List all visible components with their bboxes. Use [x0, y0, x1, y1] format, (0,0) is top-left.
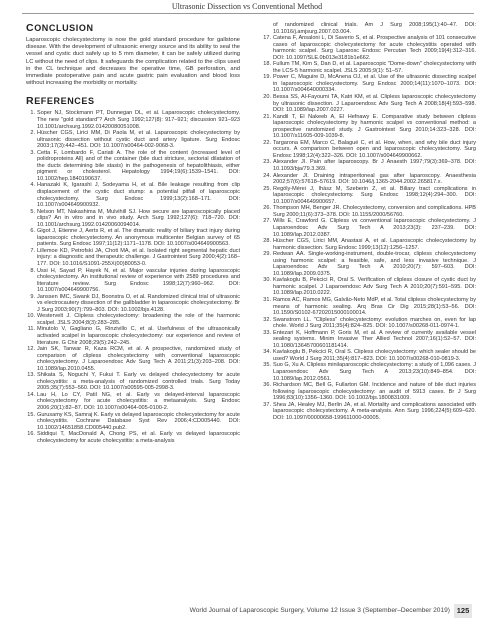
reference-item — [262, 277, 476, 297]
reference-item — [262, 238, 476, 251]
conclusion-heading-initial: C — [26, 22, 35, 34]
reference-item — [262, 349, 476, 362]
reference-number: 1. — [30, 110, 35, 117]
reference-text: Thompson MH, Benger JR. Cholecystectomy, conversion and complications. HPB Surg 2000;11(6):373–378. DOI: 10.1155/2000/56760. — [273, 205, 476, 218]
reference-item — [262, 94, 476, 114]
reference-text: Richardson MC, Bell G, Fullarton GM. Incidence and nature of bile duct injuries following laparoscopic cholecystectomy: an audit of 5913 cases. Br J Surg 1996;83(10):1356–1360. DOI: 10.1002/bjs.1800831009. — [273, 382, 476, 402]
reference-item — [26, 372, 240, 392]
reference-number: 4. — [30, 182, 35, 189]
reference-item — [262, 205, 476, 218]
reference-text: Redwan AA. Single-working-instrument, double-trocar, clipless cholecystectomy using harmonic scalpel: a feasible, safe, and less invasive technique. J Laparoendosc Adv Surg Tech A 2010;20(7): 597–603. DOI: 10.1089/lap.2009.0375. — [273, 251, 476, 277]
reference-number: 30. — [263, 277, 271, 284]
reference-number: 6. — [30, 228, 35, 235]
reference-number: 33. — [263, 329, 271, 336]
reference-text: Minutolo V, Gagliano G, Rinzivillo C, et al. Usefulness of the ultrasonically activated scalpel in laparoscopic cholecystectomy: our experience and review of literature. G Chir 2008;29(5):242–245. — [37, 326, 240, 346]
reference-item — [262, 74, 476, 94]
reference-text: Ussi H, Sayad P, Hayek N, et al. Major vascular injuries during laparoscopic cholecystectomy. An institutional review of experience with 2589 procedures and literature review. Surg Endosc 1998;12(7):960–962. DOI: 10.1007/s004649900756. — [37, 267, 240, 294]
reference-text: Alexander JI. Draining intraperitoneal gas after laparoscopy. Anaesthesia 2002;57(6):57618–57619. DOI: 10.1046/j.1365-2044.2002.265817.x. — [273, 172, 476, 186]
reference-number: 24. — [263, 172, 271, 179]
reference-item — [26, 150, 240, 183]
reference-number: 9. — [30, 293, 35, 300]
reference-item — [262, 382, 476, 402]
reference-text: Bessa SS, Al-Fayoumi TA, Katri KM, et al. Clipless laparoscopic cholecystectomy by ultrasonic dissection. J Laparoendosc Adv Surg Tech A 2008;18(4):593–598. DOI: 10.1089/lap.2007.0227. — [273, 94, 476, 114]
reference-number: 13. — [27, 372, 35, 379]
reference-item — [26, 209, 240, 229]
references-heading-initial: R — [26, 95, 35, 108]
reference-number: 15. — [27, 411, 35, 418]
reference-item — [262, 402, 476, 422]
reference-item — [26, 130, 240, 150]
reference-number: 7. — [30, 247, 35, 254]
reference-item — [26, 431, 240, 444]
conclusion-heading — [26, 22, 240, 34]
reference-number: 18. — [263, 61, 271, 68]
reference-text: Entezari K, Hoffmann P, Goris M, et al. A review of currently available vessel sealing systems. Minim Invasive Ther Allied Technol 2007;16(1):52–57. DOI: 10.1080/13645700601181414. — [273, 329, 476, 349]
conclusion-text: Laparoscopic cholecystectomy is now the gold standard procedure for gallstone disease. With the development of ultrasonic energy source and its ability to seal the vessel and cystic duct safely up to 5 mm diameter, it can be safely utilized during LC without the need of clips. It safeguards the complication related to the clips used in the CL technique and decreases the operative time, GB perforation, and immediate postoperative pain and acute gastric pain evaluation and blood loss without increasing the morbidity or mortality. — [26, 37, 240, 87]
reference-number: 20. — [263, 94, 271, 101]
reference-number: 11. — [27, 326, 35, 333]
reference-number: 2. — [30, 130, 35, 137]
reference-text: Soper NJ, Stockmann PT, Dunnegan DL, et al. Laparoscopic cholecystectomy. The new "gold standard"? Arch Surg 1992;127(8): 917–921; discussion 921–923 10.1001/archsurg.1992.01420080051008. — [37, 110, 240, 130]
reference-text: Gurusamy KS, Samraj K. Early vs delayed laparoscopic cholecystectomy for acute cholecystitis. Cochrane Database Syst Rev 2006;4:CD005440. DOI: 10.1002/14651858.CD005440.pub2. — [37, 411, 240, 431]
reference-item — [262, 218, 476, 238]
reference-number: 17. — [263, 35, 271, 42]
page-number: 125 — [454, 604, 472, 618]
reference-item — [26, 268, 240, 294]
header-divider — [22, 13, 474, 14]
reference-text: Cetta F, Lombardo F, Cariati A. The role of the content (increased level of polidroproteins All) and of the container (bile duct stricture, sectorial dilatation of the ducts determining bile stasis) in the pathogenesis of hepatolithiasis, either pigment or cholesterol. Hepatology 1994;19(6):1539–1541. DOI: 10.1002/hep.1840190637. — [37, 149, 240, 182]
reference-text: Hüscher CGS, Lirici MM, Anastasi A, et al. Laparoscopic cholecystectomy by harmonic dissection. Surg Endosc 1999;13(12):1256–1257. — [273, 238, 476, 251]
reference-number: 3. — [30, 149, 35, 156]
reference-text: Lau H, Lo CY, Patil NG, et al. Early vs delayed-interval laparoscopic cholecystectomy for acute cholecystitis: a metaanalysis. Surg Endosc 2006;20(1):82–87. DOI: 10.1007/s00464-005-0100-2. — [37, 391, 240, 412]
reference-text: Power C, Maguire D, McAnena OJ, et al. Use of the ultrasonic dissecting scalpel in laparoscopic cholecystectomy. Surg Endosc 2000;14(11):1070–1073. DOI: 10.1007/s004640000334. — [273, 74, 476, 94]
reference-item — [26, 110, 240, 130]
reference-item — [26, 248, 240, 268]
reference-text: Hüscher CGS, Lirici MM, Di Paola M, et al. Laparoscopic cholecystectomy by ultrasonic dissection without cystic duct and artery ligature. Surg Endosc 2003;17(3):442–451. DOI: 10.1007/s00464-002-9068-3. — [37, 130, 240, 150]
reference-item — [262, 61, 476, 74]
reference-number: 12. — [27, 346, 35, 353]
reference-text: Regöly-Mérei J, Ihász M, Szeberin Z, et al. Biliary tract complications in laparoscopic cholecystectomy. Surg Endosc 1998;12(4):294–300. DOI: 10.1007/s004649900657. — [273, 185, 476, 205]
references-heading — [26, 95, 240, 107]
reference-number: 34. — [263, 349, 271, 356]
reference-number: 14. — [27, 391, 35, 398]
left-column — [26, 22, 240, 444]
page-footer — [0, 604, 494, 624]
reference-number: 27. — [263, 218, 271, 225]
reference-item — [262, 297, 476, 317]
reference-item — [26, 294, 240, 314]
reference-item — [262, 186, 476, 206]
journal-citation: World Journal of Laparoscopic Surgery, Volume 12 Issue 3 (September–December 2019) — [189, 607, 450, 614]
references-heading-rest: EFERENCES — [34, 96, 95, 107]
reference-item — [26, 182, 240, 208]
reference-number: 29. — [263, 251, 271, 258]
reference-number: 32. — [263, 316, 271, 323]
reference-item — [26, 228, 240, 248]
reference-number: 26. — [263, 205, 271, 212]
reference-number: 22. — [263, 139, 271, 146]
reference-number: 35. — [263, 362, 271, 369]
reference-number: 25. — [263, 185, 271, 192]
reference-text: Alexander JI. Pain after laparoscopy. Br J Anaesth 1997;79(3):369–378. DOI: 10.1093/bja/79.3.369. — [273, 159, 476, 173]
reference-item — [262, 114, 476, 140]
reference-text: Ramos AC, Ramos MG, Galvão-Neto MdP, et al. Total clipless cholecystectomy by means of harmonic sealing. Arq Bras Cir Dig 2015;28(1):53–56. DOI: 10.1590/S0102-67202015000100014. — [273, 296, 476, 317]
reference-text: Hanazaki K, Igarashi J, Sodeyama H, et al. Bile leakage resulting from clip displacement of the cystic duct stump: a potential pitfall of laparoscopic cholecystectomy. Surg Endosc 1999;13(2):168–171. DOI: 10.1007/s004649900932. — [37, 182, 240, 209]
reference-number: 8. — [30, 267, 35, 274]
reference-item — [26, 313, 240, 326]
running-header-title: Ultrasonic Dissection vs Conventional Method — [171, 2, 323, 11]
reference-text: Shea JA, Healey MJ, Berlin JA, et al. Mortality and complications associated with laparoscopic cholecystectomy. A meta-analysis. Ann Surg 1996;224(5):609–620. DOI: 10.1097/00000658-199611000-00005. — [273, 401, 476, 421]
reference-text: Jain SK, Tanwar R, Kaza RCM, et al. A prospective, randomized study of comparison of clipless cholecystectomy with conventional laparoscopic cholecystectomy. J Laparoendosc Adv Surg Tech A 2011;21(3):203–208. DOI: 10.1089/lap.2010.0455. — [37, 346, 240, 372]
reference-text: Kavlakoglu B, Pekcici R, Oral S. Verification of clipless closure of cystic duct by harmonic scalpel. J Laparoendosc Adv Surg Tech A 2010;20(7):591–595. DOI: 10.1089/lap.2010.0222. — [273, 277, 476, 297]
reference-item — [262, 330, 476, 350]
reference-item — [26, 392, 240, 412]
reference-text: Targarona EM, Marco C, Balagué C, et al. How, when, and why bile duct injury occurs. A comparison between open and laparoscopic cholecystectomy. Surg Endosc 1998;12(4):322–326. DOI: 10.1007/s004649900662. — [273, 139, 476, 159]
reference-text: Kavlakoglu B, Pekcici R, Oral S. Clipless cholecystectomy: which sealer should be used? World J Surg 2011;35(4):817–823. DOI: 10.1007/s00268-010-0819-3. — [273, 349, 476, 362]
reference-text: Nelson MT, Nakashima M, Mulvihill SJ. How secure are laparoscopically placed clips? An in vitro and in vivo study. Arch Surg 1992;127(6): 718–720. DOI: 10.1001/archsurg.1992.01420060094014. — [37, 208, 240, 228]
reference-number: 16. — [27, 431, 35, 438]
reference-number: 19. — [263, 74, 271, 81]
right-column — [262, 22, 476, 421]
reference-text: Lillemoe KD, Petrofski JA, Choti MA, et al. Isolated right segmental hepatic duct injury: a diagnostic and therapeutic challenge. J Gastrointest Surg 2000;4(2):168–177. DOI: 10.1016/S1091-255X(00)80053-0. — [37, 247, 240, 267]
reference-text: Suo G, Xu A. Clipless minilaparoscopic cholecystectomy: a study of 1,096 cases. J Laparoendosc Adv Surg Tech A 2013;23(10):849–854. DOI: 10.1089/lap.2012.0561. — [273, 362, 476, 382]
reference-number: 28. — [263, 238, 271, 245]
reference-continuation: of randomized clinical trials. Am J Surg 2008;195(1):40–47. DOI: 10.1016/j.amjsurg.2007.03.004. — [273, 22, 476, 35]
reference-number: 21. — [263, 113, 271, 120]
reference-text: Fullum TM, Kim S, Dan D, et al. Laparoscopic "Dome-down" cholecystectomy with the LCS-5 harmonic scalpel. JSLS 2005;9(1): 51–57. — [273, 61, 476, 74]
reference-item — [262, 35, 476, 61]
reference-number: 10. — [27, 313, 35, 320]
reference-text: Janssen IMC, Swank DJ, Boonstra O, et al. Randomized clinical trial of ultrasonic vs electrocautery dissection of the gallbladder in laparoscopic cholecystectomy. Br J Surg 2003;90(7):799–803. DOI: 10.1002/bjs.4128. — [37, 293, 240, 313]
reference-item — [262, 159, 476, 172]
reference-text: Kandil T, El Nakeeb A, El Hefnawy E. Comparative study between clipless laparoscopic cholecystectomy by harmonic scalpel vs conventional method: a prospective randomized study. J Gastrointest Surg 2010;14:323–328. DOI: 10.1007/s11605-009-1039-8. — [273, 113, 476, 140]
reference-item — [26, 412, 240, 432]
reference-text: Gigot J, Etienne J, Aerts R, et al. The dramatic reality of biliary tract injury during laparoscopic cholecystectomy. An anonymous multicenter Belgian survey of 65 patients. Surg Endosc 1997;11(12):1171–1178. DOI: 10.1007/s004649900563. — [37, 228, 240, 248]
reference-number: 23. — [263, 159, 271, 166]
reference-item — [26, 346, 240, 372]
reference-number: 5. — [30, 208, 35, 215]
reference-list-left — [26, 110, 240, 444]
reference-list-right — [262, 22, 476, 421]
reference-number: 37. — [263, 401, 271, 408]
reference-item — [262, 173, 476, 186]
reference-text: Westervelt J. Clipless cholecystectomy: broadening the role of the harmonic scalpel. JSLS 2004;8(3):283–285. — [37, 313, 240, 326]
running-header — [0, 0, 494, 14]
reference-text: Catena F, Ansaloni L, Di Saverio S, et al. Prospective analysis of 101 consecutive cases of laparoscopic cholecystectomy for acute cholecystitis operated with harmonic scalpel. Surg Laparosc Endosc Percutan Tech 2009;19(4):312–316. DOI: 10.1097/SLE.0b013e3181b1e662. — [273, 35, 476, 61]
reference-number: 31. — [263, 296, 271, 303]
reference-item — [26, 326, 240, 346]
reference-text: Wills E, Crawford G. Clipless vs conventional laparoscopic cholecystectomy. J Laparoendosc Adv Surg Tech A 2013;23(3): 237–239. DOI: 10.1089/lap.2012.0387. — [273, 218, 476, 238]
reference-text: Shikata S, Noguchi Y, Fukui T. Early vs delayed cholecystectomy for acute cholecystitis: a meta-analysis of randomized controlled trials. Surg Today 2005;35(7):553–560. DOI: 10.1007/s00595-005-2998-3. — [37, 372, 240, 392]
conclusion-heading-rest: ONCLUSION — [34, 23, 94, 33]
reference-item — [262, 140, 476, 160]
reference-number: 36. — [263, 382, 271, 389]
reference-item-continued — [262, 22, 476, 35]
reference-item — [262, 362, 476, 382]
reference-item — [262, 251, 476, 277]
reference-item — [262, 317, 476, 330]
reference-text: Siddiqui T, MacDonald A, Chong PS, et al. Early vs delayed laparoscopic cholecystectomy for acute cholecystitis: a meta-analysis — [37, 431, 240, 444]
reference-text: Swanstrom LL. "Clipless" cholecystectomy: evolution marches on, even for lap chole. World J Surg 2011;35(4):824–825. DOI: 10.1007/s00268-011-0974-1. — [273, 316, 476, 330]
